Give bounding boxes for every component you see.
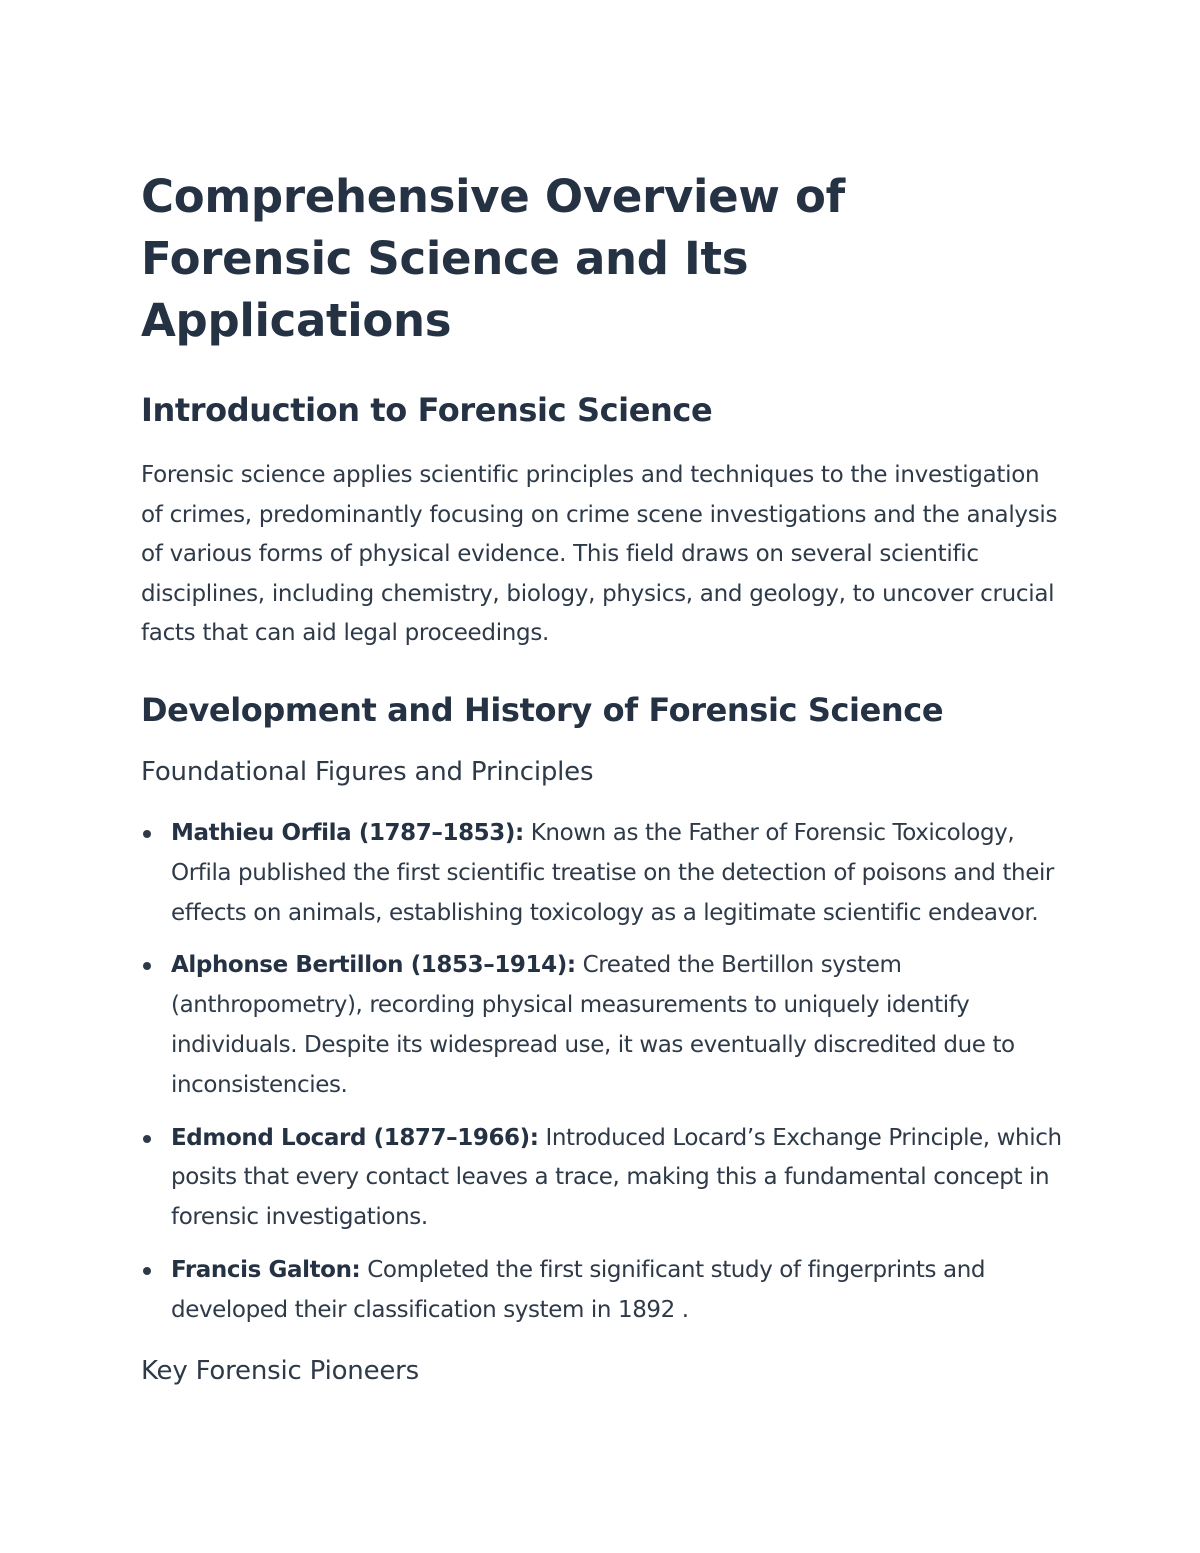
figure-name: Edmond Locard (1877–1966) bbox=[171, 1124, 530, 1151]
list-item bbox=[141, 1119, 1066, 1238]
figure-description: Introduced Locard’s Exchange Principle, which posits that every contact leaves a trace, making this a fundamental concept in forensic investigations. bbox=[171, 1124, 1062, 1231]
figure-separator: : bbox=[529, 1124, 539, 1151]
section-heading-development: Development and History of Forensic Science bbox=[141, 690, 944, 729]
figure-name: Alphonse Bertillon (1853–1914) bbox=[171, 952, 567, 979]
figure-separator: : bbox=[515, 819, 524, 846]
figure-description: Created the Bertillon system (anthropometry), recording physical measurements to uniquely identify individuals. Despite its widespread use, it was eventually discredited due to inconsistencies. bbox=[171, 952, 1015, 1098]
subsection-heading-foundational: Foundational Figures and Principles bbox=[141, 756, 594, 787]
bullet-icon bbox=[143, 962, 151, 970]
figure-separator: : bbox=[566, 952, 576, 979]
figure-description: Completed the first significant study of fingerprints and developed their classification system in 1892 . bbox=[171, 1256, 986, 1323]
subsection-heading-pioneers: Key Forensic Pioneers bbox=[141, 1355, 420, 1386]
figure-name: Mathieu Orfila (1787–1853) bbox=[171, 819, 515, 846]
figure-separator: : bbox=[351, 1256, 361, 1283]
bullet-icon bbox=[143, 1267, 151, 1275]
list-item bbox=[141, 814, 1066, 933]
section-heading-introduction: Introduction to Forensic Science bbox=[141, 391, 713, 429]
bullet-icon bbox=[143, 830, 151, 838]
list-item bbox=[141, 946, 1066, 1105]
figure-description: Known as the Father of Forensic Toxicology, Orfila published the first scientific treatise on the detection of poisons and their effects on animals, establishing toxicology as a legitimate scientific endeavor. bbox=[171, 819, 1054, 926]
document-title: Comprehensive Overview of Forensic Science and Its Applications bbox=[141, 170, 845, 347]
introduction-paragraph: Forensic science applies scientific principles and techniques to the investigation of crimes, predominantly focusing on crime scene investigations and the analysis of various forms of physical evidence. This field draws on several scientific disciplines, including chemistry, biology, physics, and geology, to uncover crucial facts that can aid legal proceedings. bbox=[141, 462, 1058, 647]
figure-name: Francis Galton bbox=[171, 1256, 352, 1283]
foundational-figures-list bbox=[141, 814, 1066, 1331]
bullet-icon bbox=[143, 1135, 151, 1143]
list-item bbox=[141, 1251, 1066, 1331]
document-page bbox=[141, 166, 1066, 1389]
